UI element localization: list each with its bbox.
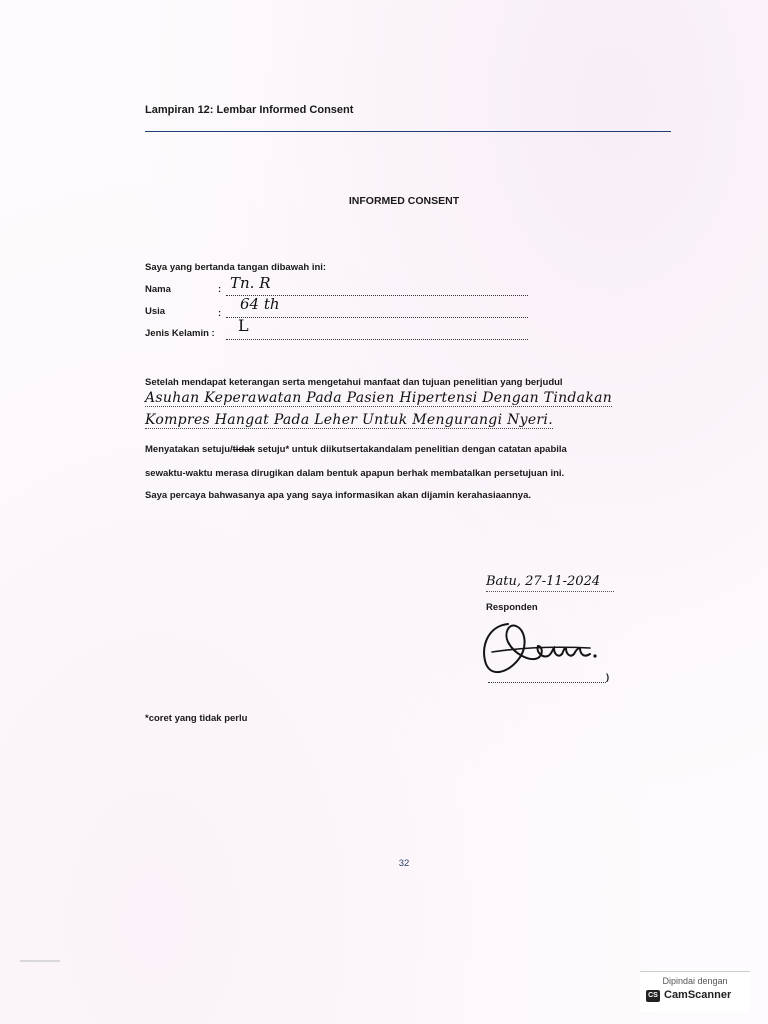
field-label-usia: Usia <box>145 306 166 317</box>
field-line-jenis-kelamin <box>226 339 528 340</box>
statement-line-2: sewaktu-waktu merasa dirugikan dalam bentuk apapun berhak membatalkan persetujuan ini. <box>145 468 565 479</box>
research-title-line-2: Kompres Hangat Pada Leher Untuk Mengurangi Nyeri. <box>145 412 553 428</box>
statement-part-1: Menyatakan setuju/ <box>145 444 233 455</box>
footnote: *coret yang tidak perlu <box>145 713 248 724</box>
place-date-line <box>486 591 614 592</box>
watermark-brand: CamScanner <box>664 989 732 1001</box>
statement-strikethrough: tidak <box>232 444 255 455</box>
paragraph-intro: Setelah mendapat keterangan serta mengetahui manfaat dan tujuan penelitian yang berjudul <box>145 377 563 388</box>
research-title-line-1: Asuhan Keperawatan Pada Pasien Hipertensi Dengan Tindakan <box>145 390 613 406</box>
field-sep-usia: : <box>218 308 222 319</box>
statement-line-3: Saya percaya bahwasanya apa yang saya informasikan akan dijamin kerahasiaannya. <box>145 490 532 501</box>
page-number: 32 <box>398 858 410 869</box>
field-label-nama: Nama <box>145 284 171 295</box>
header-rule <box>145 131 671 132</box>
field-value-usia: 64 th <box>240 295 280 313</box>
field-sep-nama: : <box>218 284 222 295</box>
signature-line <box>488 682 606 683</box>
scan-artifact <box>20 960 60 962</box>
field-value-nama: Tn. R <box>230 274 271 292</box>
place-date: Batu, 27-11-2024 <box>486 574 601 589</box>
field-line-usia <box>226 317 528 318</box>
field-value-jenis-kelamin: L <box>238 316 249 335</box>
camscanner-watermark <box>640 971 750 1012</box>
statement-line-1 <box>145 444 567 455</box>
intro-text: Saya yang bertanda tangan dibawah ini: <box>145 262 327 273</box>
signature-close-paren: ) <box>606 672 610 683</box>
camscanner-logo-icon: CS <box>646 990 660 1002</box>
respondent-signature <box>478 612 608 682</box>
watermark-top-text: Dipindai dengan <box>662 976 728 986</box>
statement-part-2: setuju* untuk diikutsertakandalam penelitian dengan catatan apabila <box>254 444 567 455</box>
field-label-jenis-kelamin: Jenis Kelamin : <box>145 328 215 339</box>
appendix-heading: Lampiran 12: Lembar Informed Consent <box>145 104 354 116</box>
respondent-label: Responden <box>486 602 538 613</box>
document-title: INFORMED CONSENT <box>348 195 460 207</box>
